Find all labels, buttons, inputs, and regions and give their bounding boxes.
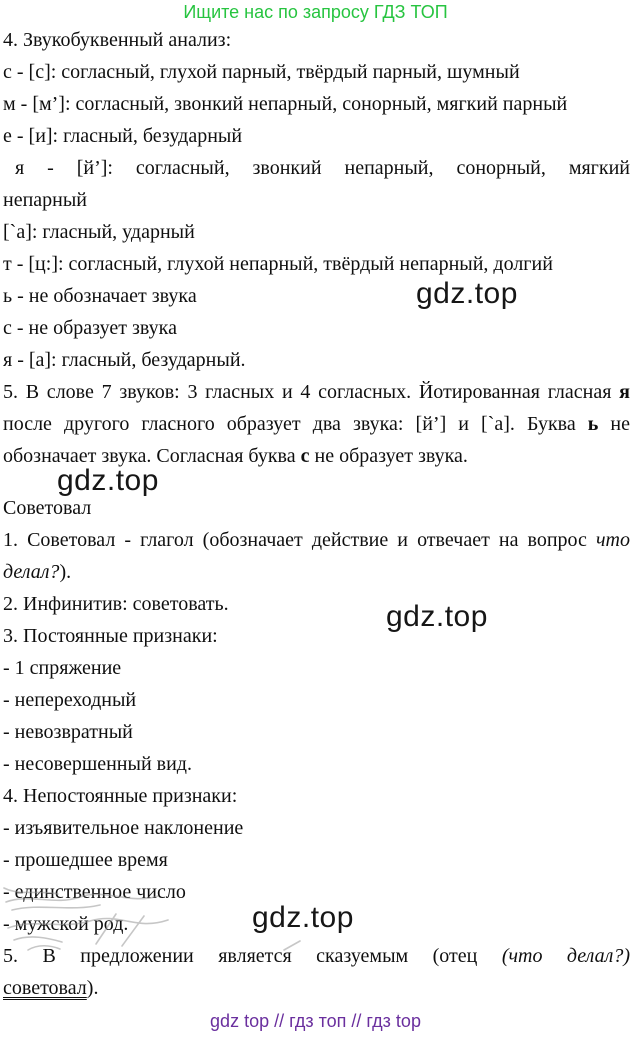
verb-constant-heading: 3. Постоянные признаки: <box>3 625 218 647</box>
verb-definition-text: ). <box>59 561 72 583</box>
feature-item: - несовершенный вид. <box>3 753 192 775</box>
phonetic-item: т - [ц:]: согласный, глухой непарный, твёрдый непарный, долгий <box>3 253 553 275</box>
summary-text: после другого гласного образует два звука: [й’] и [`а]. Буква <box>3 413 588 435</box>
feature-item: - непереходный <box>3 689 137 711</box>
footer-links: gdz top // гдз топ // гдз top <box>210 1011 421 1031</box>
verb-role-question-italic: (что делал?) <box>501 945 630 967</box>
verb-definition <box>3 524 630 588</box>
phonetic-item: е - [и]: гласный, безударный <box>3 125 243 147</box>
feature-item: - 1 спряжение <box>3 657 122 679</box>
verb-definition-text: 1. Советовал - глагол (обозначает действие и отвечает на вопрос <box>3 529 597 551</box>
predicate-underlined-word: советовал <box>3 977 87 999</box>
feature-item: - невозвратный <box>3 721 133 743</box>
feature-item: - единственное число <box>3 881 186 903</box>
phonetic-item: я - [а]: гласный, безударный. <box>3 349 246 371</box>
summary-bold-letter: ь <box>587 413 599 435</box>
summary-text: не образует звука. <box>309 445 468 467</box>
phonetic-item: с - не образует звука <box>3 317 177 339</box>
gdz-watermark: gdz.top <box>252 901 354 934</box>
gdz-watermark: gdz.top <box>386 600 488 633</box>
verb-infinitive: 2. Инфинитив: советовать. <box>3 593 229 615</box>
gdz-watermark: gdz.top <box>416 277 518 310</box>
verb-title: Советовал <box>3 497 92 519</box>
phonetic-title: 4. Звукобуквенный анализ: <box>3 29 232 51</box>
phonetic-item: м - [м’]: согласный, звонкий непарный, сонорный, мягкий парный <box>3 93 568 115</box>
feature-item: - мужской род. <box>3 913 129 935</box>
feature-item: - прошедшее время <box>3 849 168 871</box>
phonetic-item: я - [й’]: согласный, звонкий непарный, сонорный, мягкий непарный <box>3 157 630 211</box>
phonetic-item: с - [с]: согласный, глухой парный, твёрдый парный, шумный <box>3 61 520 83</box>
header-promo: Ищите нас по запросу ГДЗ ТОП <box>183 2 448 22</box>
summary-bold-letter: я <box>619 381 630 403</box>
summary-text: 5. В слове 7 звуков: 3 гласных и 4 согласных. Йотированная гласная <box>3 381 620 403</box>
verb-question-italic: что делал? <box>3 529 630 583</box>
summary-text: не обозначает звука. Согласная буква <box>3 413 630 467</box>
summary-bold-letter: с <box>300 445 310 467</box>
phonetic-summary <box>3 376 630 472</box>
verb-role-text: ). <box>86 977 99 999</box>
phonetic-item: ь - не обозначает звука <box>3 285 197 307</box>
verb-role-sentence <box>3 940 630 1004</box>
gdz-watermark: gdz.top <box>57 464 159 497</box>
phonetic-item: [`а]: гласный, ударный <box>3 221 195 243</box>
verb-variable-heading: 4. Непостоянные признаки: <box>3 785 238 807</box>
document-body <box>0 24 631 1004</box>
feature-item: - изъявительное наклонение <box>3 817 244 839</box>
verb-role-text: 5. В предложении является сказуемым (отец <box>3 945 502 967</box>
